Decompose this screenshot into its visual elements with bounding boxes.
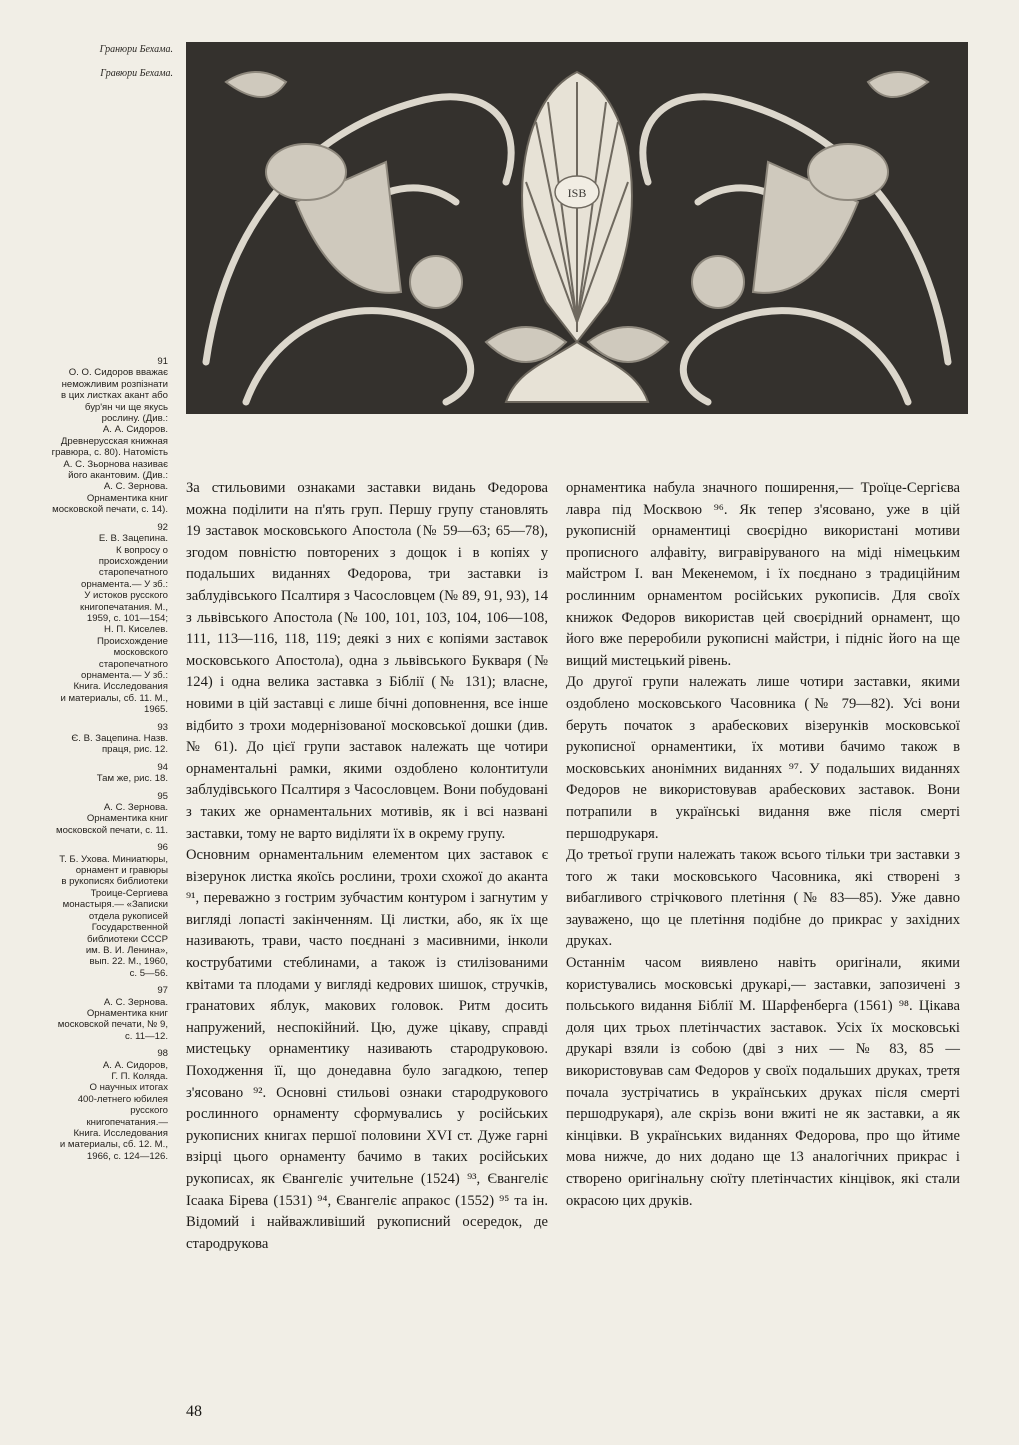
note-95 (2, 791, 168, 837)
paragraph: За стильовими ознаками заставки видань Федорова можна поділити на п'ять груп. Першу групу становлять 19 заставок московського Апостола (№ 59—63; 65—78), згодом повністю повторених з дощок і в копіях у подальших виданнях Федорова, три заставки із заблудівського Псалтиря з Часословцем (№ 89, 91, 93), 14 з львівського Апостола (№ 100, 101, 103, 104, 106—108, 111, 113—116, 118, 119; деякі з них є копіями заставок московського Апостола), одна з львівського Букваря (№ 124) і одна велика заставка з Біблії (№ 131); власне, новими в цій заставці є лише бічні доповнення, все інше відбито з трохи модернізованої московської дошки (див. № 61). До цієї групи заставок належать ще чотири орнаментальні рамки, якими оздоблено колонтитули заблудівського Псалтиря з Часословцем. Вони побудовані з таких же орнаментальних мотивів, як і всі названі заставки, тому не варто виділяти їх в окрему групу. (186, 480, 548, 842)
engraver-monogram: ISB (567, 186, 587, 200)
note-98 (2, 1048, 168, 1162)
note-number: 91 (157, 356, 168, 367)
note-text: А. С. Зернова. Орнаментика книг московской печати, № 9, с. 11—12. (57, 996, 168, 1042)
note-text: Т. Б. Ухова. Миниатюры, орнамент и гравюры в рукописях библиотеки Троице-Сергиева монастыря.— «Записки отдела рукописей Государственной библиотеки СССР им. В. И. Ленина», вып. 22. М., 1960, с. 5—56. (59, 853, 168, 979)
note-91 (2, 356, 168, 516)
paragraph: орнаментика набула значного поширення,— Троїце-Сергієва лавра під Москвою ⁹⁶. Як тепер з'ясовано, уже в цій рукописній орнаментиці своєрідно використані мотиви прописного алфавіту, вигравіруваного на міді німецьким майстром І. ван Мекенемом, і їх поєднано з традиційним рослинним орнаментом російських рукописів. Для своїх книжок Федоров використав цей своєрідний орнамент, що його вже переробили рукописні майстри, і підніс його на ще вищий мистецький рівень. (566, 480, 960, 669)
caption-2: Гравюри Бехама. (100, 68, 173, 79)
note-92 (2, 522, 168, 716)
text-column-right (566, 478, 960, 1212)
note-94 (2, 762, 168, 785)
note-96 (2, 842, 168, 979)
note-text: О. О. Сидоров вважає неможливим розпізнати в цих листках акант або бур'ян чи ще якусь рослину. (Див.: А. А. Сидоров. Древнерусская книжная гравюра, с. 80). Натомість А. С. Зьорнова називає його акантовим. (Див.: А. С. Зернова. Орнаментика книг московской печати, с. 14). (51, 367, 168, 516)
note-text: Там же, рис. 18. (96, 773, 168, 785)
ornamental-engraving (186, 42, 968, 414)
note-text: Є. В. Зацепина. Назв. праця, рис. 12. (71, 733, 168, 756)
note-number: 96 (157, 842, 168, 854)
note-text: Е. В. Зацепина. К вопросу о происхождении старопечатного орнамента.— У зб.: У истоков русского книгопечатания. М., 1959, с. 101—154; Н. П. Киселев. Происхождение московского старопечатного орнамента.— У зб.: Книга. Исследования и материалы, сб. 11. М., 1965. (60, 533, 168, 716)
page-number: 48 (186, 1403, 202, 1420)
note-number: 95 (157, 790, 168, 802)
margin-notes (2, 356, 168, 1168)
note-number: 93 (157, 721, 168, 733)
note-number: 97 (157, 985, 168, 997)
paragraph: Основним орнаментальним елементом цих заставок є візерунок листка якоїсь рослини, трохи схожої до аканта ⁹¹, переважно з гострим зубчастим контуром і загнутим у вигляді лопасті закінченням. Ці листки, або, як їх ще називають, трави, часто поєднані з масивними, інколи кострубатими стеблинами, а також із стилізованими квітами та плодами у вигляді кедрових шишок, стручків, гранатових яблук, макових головок. Ритм досить напружений, неспокійний. Цю, дуже цікаву, справді мистецьку орнаментику називають стародруковою. Походження її, що донедавна було загадкою, тепер з'ясовано ⁹². Основні стильові ознаки стародрукового рослинного орнаменту сформувались у російських рукописних книгах першої половини XVI ст. Дуже гарні взірці цього орнаменту бачимо в таких російських рукописах, як Євангеліє учительне (1524) ⁹³, Євангеліє Ісаака Бірева (1531) ⁹⁴, Євангеліє апракос (1552) ⁹⁵ та ін. Відомий і найважливіший рукописний осередок, де стародрукова (186, 847, 548, 1252)
paragraph: До другої групи належать лише чотири заставки, якими оздоблено московського Часовника (№ 79—82). Усі вони беруть початок з арабескових візерунків московської рукописної орнаментики, їх мотиви бачимо також в московських анонімних виданнях ⁹⁷. У подальших виданнях Федоров не використовував арабескових заставок. Вони потрапили в українські видання вже після смерті першодрукаря. (566, 674, 960, 842)
note-97 (2, 985, 168, 1042)
paragraph: До третьої групи належать також всього тільки три заставки з того ж таки московського Часовника, які створені з вибагливого стрічкового плетіння (№ 83—85). Уже давно зауважено, що це плетіння подібне до прикрас у західних друках. (566, 847, 960, 950)
note-93 (2, 722, 168, 756)
note-number: 92 (157, 521, 168, 533)
paragraph: Останнім часом виявлено навіть оригінали, якими користувались московські друкарі,— заставки, запозичені з польського видання Біблії М. Шарфенберга (1561) ⁹⁸. Цікава доля цих трьох плетінчастих заставок. Усіх їх московські друкарі взяли із собою (дві з них — № 83, 85 — використовував сам Федоров у своїх подальших друках, третя почала зустрічатись в українських друках після смерті першодрукаря), але скрізь вони вжиті не як заставки, а як кінцівки. В українських виданнях Федорова, про що йтиме мова нижче, до них додано ще 13 аналогічних прикрас і створено оригінальну сюїту плетінчастих кінцівок, які стали окрасою цих друків. (566, 955, 960, 1209)
caption-1: Гранюри Бехама. (99, 44, 173, 55)
note-text: А. С. Зернова. Орнаментика книг московской печати, с. 11. (56, 802, 168, 836)
text-column-left (186, 478, 548, 1255)
ornament-drawing (186, 42, 968, 414)
note-text: А. А. Сидоров, Г. П. Коляда. О научных итогах 400-летнего юбилея русского книгопечатания.— Книга. Исследования и материалы, сб. 12. М., 1966, с. 124—126. (59, 1059, 168, 1162)
note-number: 98 (157, 1048, 168, 1060)
note-number: 94 (157, 761, 168, 773)
